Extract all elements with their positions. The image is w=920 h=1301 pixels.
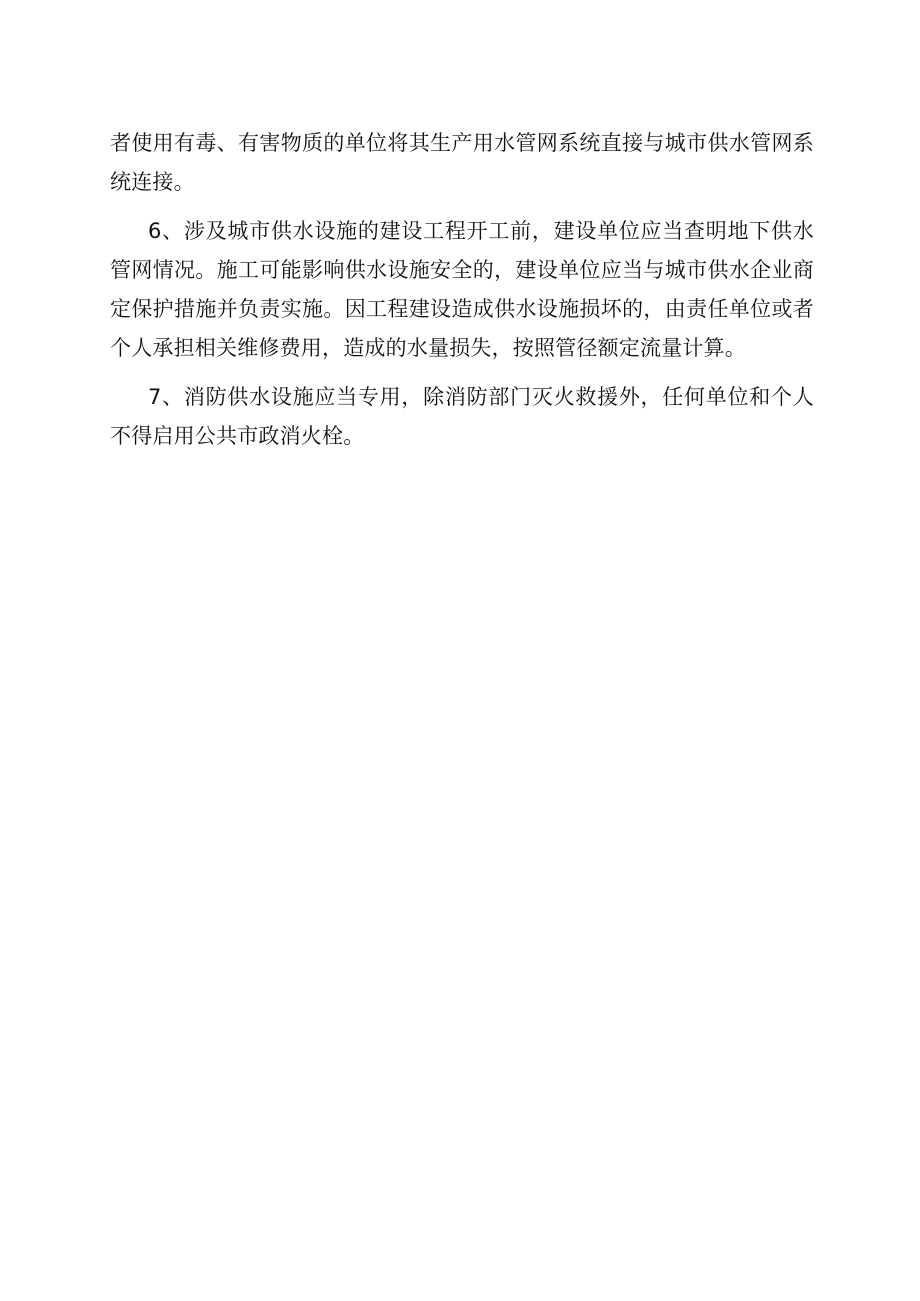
text-line: 管网情况。施工可能影响供水设施安全的，建设单位应当与城市供水企业商 <box>110 258 814 282</box>
document-body <box>110 124 814 456</box>
text-line: 者使用有毒、有害物质的单位将其生产用水管网系统直接与城市供水管网系 <box>110 131 814 155</box>
text-line: 6、涉及城市供水设施的建设工程开工前，建设单位应当查明地下供水 <box>148 219 814 243</box>
paragraph-continuation <box>110 124 814 202</box>
paragraph-item-6 <box>110 212 814 368</box>
paragraph-item-7 <box>110 378 814 456</box>
text-line: 不得启用公共市政消火栓。 <box>110 424 365 448</box>
text-line: 个人承担相关维修费用，造成的水量损失，按照管径额定流量计算。 <box>110 336 746 360</box>
text-line: 统连接。 <box>110 170 195 194</box>
text-line: 7、消防供水设施应当专用，除消防部门灭火救援外，任何单位和个人 <box>148 385 814 409</box>
text-line: 定保护措施并负责实施。因工程建设造成供水设施损坏的，由责任单位或者 <box>110 297 814 321</box>
